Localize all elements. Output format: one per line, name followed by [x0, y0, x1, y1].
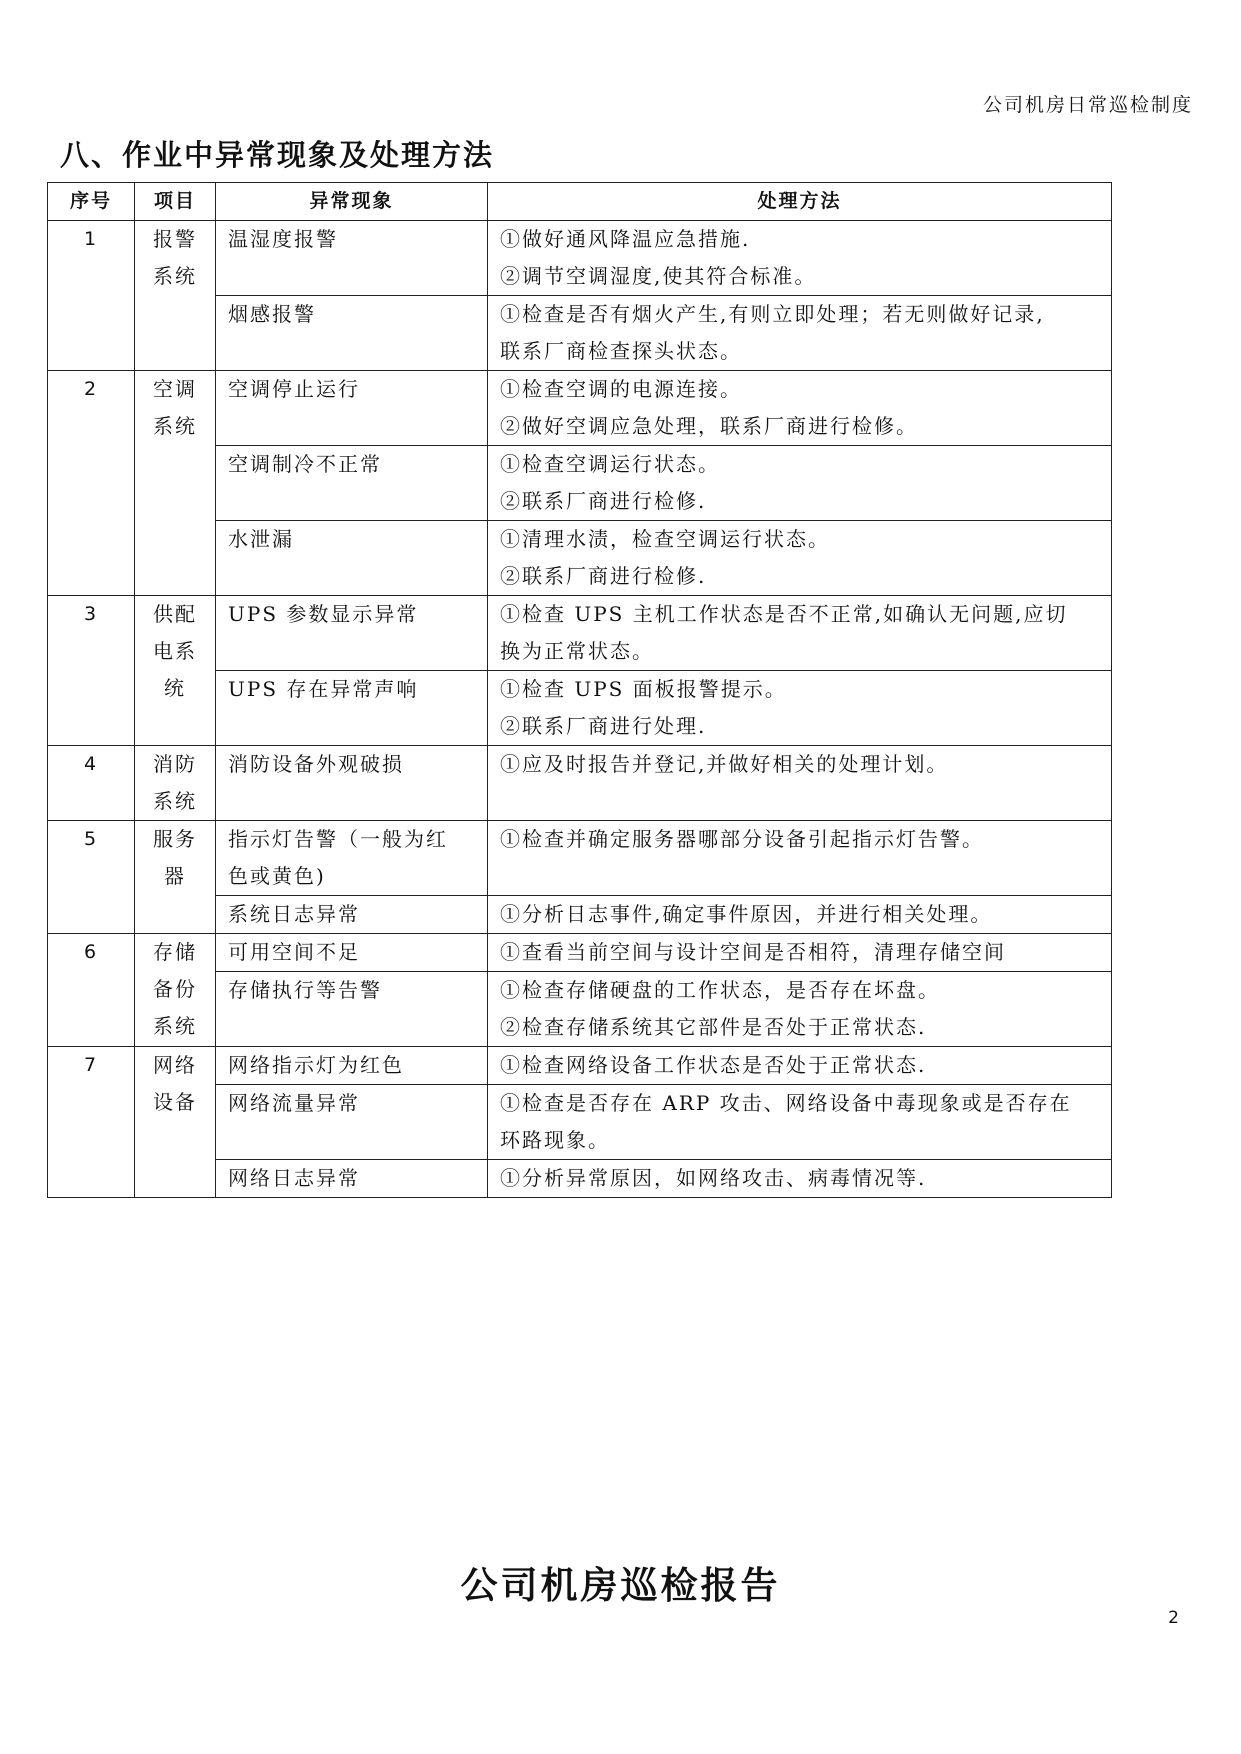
method-cell [488, 1160, 1112, 1198]
report-title: 公司机房巡检报告 [460, 1563, 781, 1607]
method-cell [488, 934, 1112, 972]
phenomenon-cell [216, 896, 488, 934]
method-line: 联系厂商检查探头状态。 [500, 339, 742, 363]
category-cell [135, 221, 216, 371]
category-line: 报警 [153, 227, 197, 251]
exception-handling-table [47, 182, 1112, 1198]
table-row [48, 746, 1112, 821]
phenomenon-line: 可用空间不足 [228, 940, 360, 964]
phenomenon-line: UPS 参数显示异常 [228, 602, 419, 626]
phenomenon-cell [216, 746, 488, 821]
method-cell [488, 446, 1112, 521]
header-no: 序号 [48, 183, 135, 221]
method-line: ①检查并确定服务器哪部分设备引起指示灯告警。 [500, 827, 984, 851]
method-line: ①检查是否有烟火产生,有则立即处理；若无则做好记录, [500, 302, 1045, 326]
category-line: 统 [164, 676, 186, 700]
method-line: ②做好空调应急处理，联系厂商进行检修。 [500, 414, 918, 438]
phenomenon-line: 存储执行等告警 [228, 978, 382, 1002]
phenomenon-cell [216, 1160, 488, 1198]
phenomenon-line: 空调停止运行 [228, 377, 360, 401]
phenomenon-cell [216, 221, 488, 296]
method-line: ①清理水渍，检查空调运行状态。 [500, 527, 830, 551]
table-row [48, 371, 1112, 446]
row-number: 3 [48, 596, 135, 746]
phenomenon-line: 烟感报警 [228, 302, 316, 326]
category-line: 网络 [153, 1053, 197, 1077]
header-item: 项目 [135, 183, 216, 221]
method-line: ①分析日志事件,确定事件原因，并进行相关处理。 [500, 902, 993, 926]
method-line: ①查看当前空间与设计空间是否相符，清理存储空间 [500, 940, 1006, 964]
category-line: 系统 [153, 789, 197, 813]
table-header-row [48, 183, 1112, 221]
phenomenon-line: 水泄漏 [228, 527, 294, 551]
method-line: ①检查网络设备工作状态是否处于正常状态. [500, 1053, 927, 1077]
row-number: 7 [48, 1047, 135, 1198]
method-line: ①做好通风降温应急措施. [500, 227, 751, 251]
table-body [48, 221, 1112, 1198]
category-cell [135, 821, 216, 934]
phenomenon-line: 空调制冷不正常 [228, 452, 382, 476]
category-line: 供配 [153, 602, 197, 626]
method-line: ①检查空调的电源连接。 [500, 377, 742, 401]
method-line: ②检查存储系统其它部件是否处于正常状态. [500, 1015, 927, 1039]
page-number: 2 [1168, 1608, 1179, 1628]
phenomenon-line: 色或黄色) [228, 864, 326, 888]
method-line: ①检查 UPS 主机工作状态是否不正常,如确认无问题,应切 [500, 602, 1068, 626]
method-cell [488, 1047, 1112, 1085]
phenomenon-cell [216, 821, 488, 896]
method-cell [488, 896, 1112, 934]
category-line: 系统 [153, 264, 197, 288]
method-cell [488, 1085, 1112, 1160]
phenomenon-line: 消防设备外观破损 [228, 752, 404, 776]
method-line: 换为正常状态。 [500, 639, 654, 663]
category-line: 服务 [153, 827, 197, 851]
phenomenon-line: 温湿度报警 [228, 227, 338, 251]
method-cell [488, 972, 1112, 1047]
phenomenon-line: 网络指示灯为红色 [228, 1053, 404, 1077]
method-line: ①检查是否存在 ARP 攻击、网络设备中毒现象或是否存在 [500, 1091, 1072, 1115]
section-title: 八、作业中异常现象及处理方法 [60, 138, 495, 172]
phenomenon-line: 网络日志异常 [228, 1166, 360, 1190]
table-row [48, 934, 1112, 972]
category-line: 设备 [153, 1090, 197, 1114]
category-cell [135, 746, 216, 821]
method-cell [488, 746, 1112, 821]
method-cell [488, 521, 1112, 596]
phenomenon-cell [216, 934, 488, 972]
category-cell [135, 596, 216, 746]
method-cell [488, 221, 1112, 296]
method-cell [488, 296, 1112, 371]
method-line: ①检查存储硬盘的工作状态，是否存在坏盘。 [500, 978, 940, 1002]
category-line: 系统 [153, 414, 197, 438]
method-cell [488, 371, 1112, 446]
method-line: ②联系厂商进行处理. [500, 714, 707, 738]
method-line: ①应及时报告并登记,并做好相关的处理计划。 [500, 752, 949, 776]
phenomenon-cell [216, 596, 488, 671]
phenomenon-cell [216, 1047, 488, 1085]
phenomenon-cell [216, 371, 488, 446]
phenomenon-line: UPS 存在异常声响 [228, 677, 419, 701]
category-line: 电系 [153, 639, 197, 663]
category-cell [135, 934, 216, 1047]
phenomenon-cell [216, 296, 488, 371]
category-line: 器 [164, 864, 186, 888]
method-line [500, 858, 1099, 895]
row-number: 5 [48, 821, 135, 934]
table-row [48, 221, 1112, 296]
method-cell [488, 821, 1112, 896]
row-number: 4 [48, 746, 135, 821]
phenomenon-cell [216, 671, 488, 746]
method-line: 环路现象。 [500, 1128, 610, 1152]
category-line: 空调 [153, 377, 197, 401]
category-line: 备份 [153, 977, 197, 1001]
row-number: 6 [48, 934, 135, 1047]
phenomenon-line: 指示灯告警（一般为红 [228, 827, 448, 851]
method-line: ②联系厂商进行检修. [500, 564, 707, 588]
phenomenon-cell [216, 972, 488, 1047]
running-header: 公司机房日常巡检制度 [982, 94, 1193, 116]
phenomenon-cell [216, 446, 488, 521]
category-line: 消防 [153, 752, 197, 776]
method-line: ②调节空调湿度,使其符合标准。 [500, 264, 817, 288]
method-line: ①检查空调运行状态。 [500, 452, 720, 476]
category-cell [135, 371, 216, 596]
row-number: 1 [48, 221, 135, 371]
phenomenon-cell [216, 521, 488, 596]
method-cell [488, 671, 1112, 746]
table-row [48, 821, 1112, 896]
category-line: 存储 [153, 940, 197, 964]
row-number: 2 [48, 371, 135, 596]
table-row [48, 1047, 1112, 1085]
method-line: ①检查 UPS 面板报警提示。 [500, 677, 787, 701]
category-line: 系统 [153, 1014, 197, 1038]
method-line: ①分析异常原因，如网络攻击、病毒情况等. [500, 1166, 927, 1190]
phenomenon-cell [216, 1085, 488, 1160]
table-row [48, 596, 1112, 671]
phenomenon-line: 系统日志异常 [228, 902, 360, 926]
header-method: 处理方法 [488, 183, 1112, 221]
header-phenomenon: 异常现象 [216, 183, 488, 221]
phenomenon-line: 网络流量异常 [228, 1091, 360, 1115]
method-line: ②联系厂商进行检修. [500, 489, 707, 513]
category-cell [135, 1047, 216, 1198]
method-line [500, 783, 1099, 820]
method-cell [488, 596, 1112, 671]
